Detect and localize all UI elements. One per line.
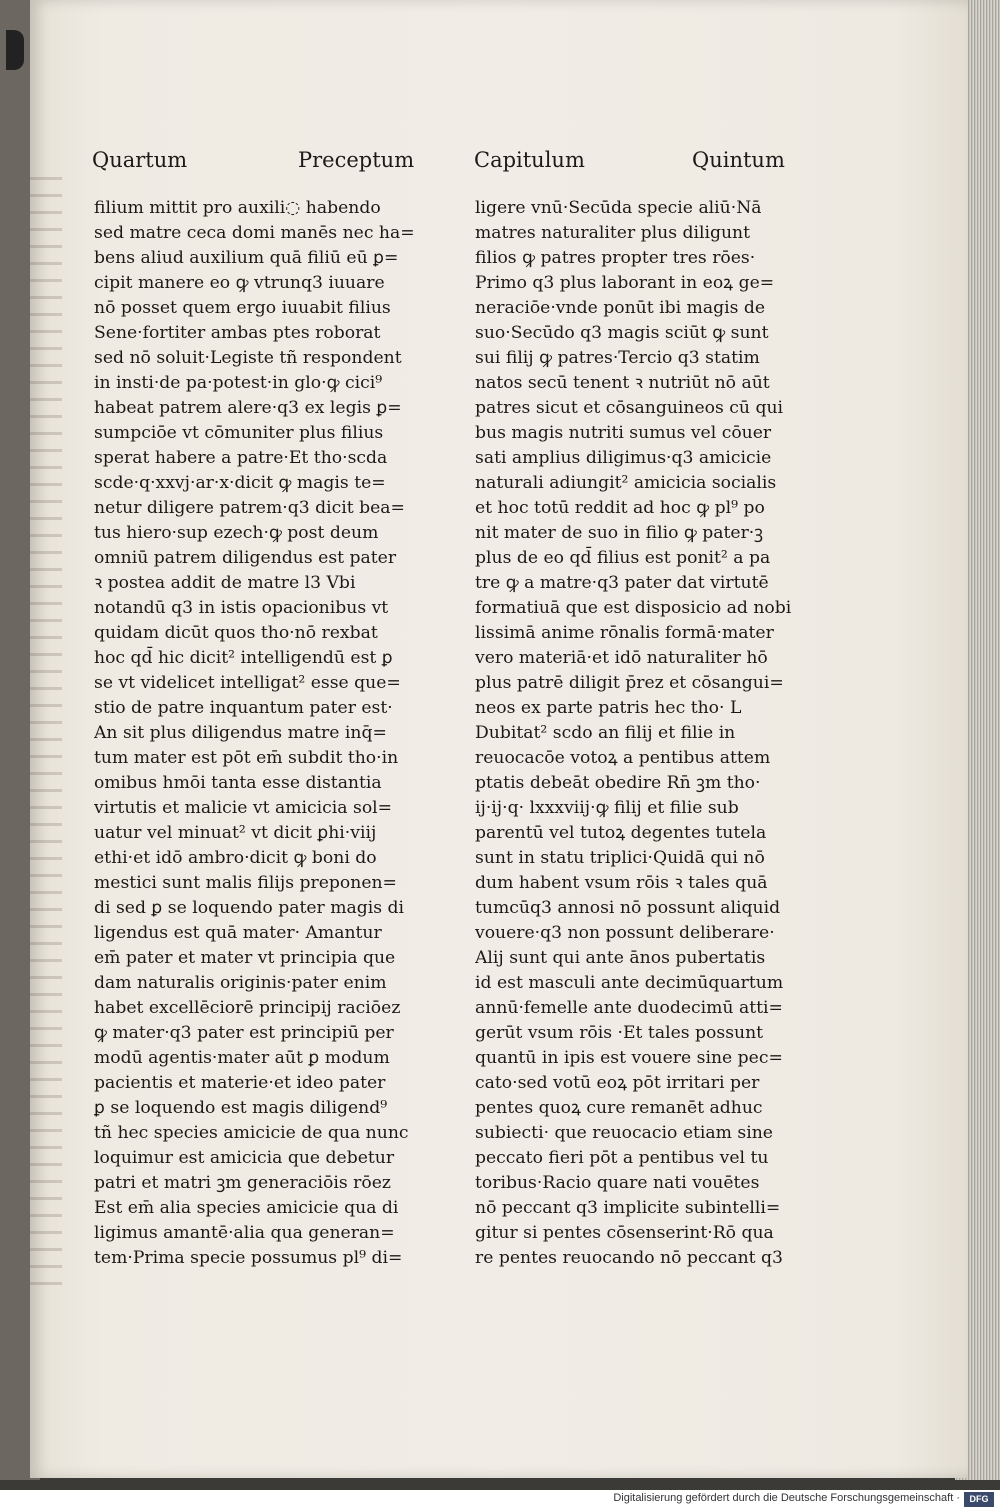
text-line: nō peccant q3 implicite subintelli= [475,1198,781,1218]
text-line: sati amplius diligimus·q3 amicicie [475,448,772,468]
text-line: An sit plus diligendus matre inq̄= [94,723,387,743]
text-line: ptatis debeāt obedire Rn̄ ꝫm tho· [475,773,761,793]
header-preceptum: Preceptum [298,148,415,172]
text-line: re pentes reuocando nō peccant q3 [475,1248,783,1268]
text-line: tumcūq3 annosi nō possunt aliquid [475,898,781,918]
text-line: se vt videlicet intelligat² esse que= [94,673,401,693]
text-line: naturali adiungit² amicicia socialis [475,473,777,493]
text-line: lissimā anime rōnalis formā·mater [475,623,774,643]
text-line: uatur vel minuat² vt dicit ꝑhi·viij [94,823,377,843]
text-line: bens aliud auxilium quā filiū eū ꝑ= [94,248,399,268]
text-line: tem·Prima specie possumus pl⁹ di= [94,1248,403,1268]
text-line: habeat patrem alere·q3 ex legis ꝑ= [94,398,402,418]
text-line: scde·q·xxvj·ar·x·dicit ꝙ magis te= [94,473,386,493]
text-line: dam naturalis originis·pater enim [94,973,387,993]
text-line: pentes quoꝝ cure remanēt adhuc [475,1098,763,1118]
text-line: sumpciōe vt cōmuniter plus filius [94,423,384,443]
text-line: loquimur est amicicia que debetur [94,1148,395,1168]
text-line: ij·ij·q· lxxxviij·ꝙ filij et filie sub [475,798,739,818]
text-line: ethi·et idō ambro·dicit ꝙ boni do [94,848,377,868]
text-line: netur diligere patrem·q3 dicit bea= [94,498,405,518]
text-line: subiecti· que reuocacio etiam sine [475,1123,773,1143]
text-line: plus patrē diligit p̄rez et cōsangui= [475,673,784,693]
text-line: habet excellēciorē principij raciōez [94,998,401,1018]
text-line: quidam dicūt quos tho·nō rexbat [94,623,378,643]
text-line: sui filij ꝙ patres·Tercio q3 statim [475,348,760,368]
text-line: ꝑ se loquendo est magis diligend⁹ [94,1098,388,1118]
footer-bar [0,1490,1000,1510]
text-line: ligere vnū·Secūda specie aliū·Nā [475,198,762,218]
text-line: parentū vel tutoꝝ degentes tutela [475,823,767,843]
text-line: Sene·fortiter ambas ptes roborat [94,323,381,343]
text-line: dum habent vsum rōis ꝛ tales quā [475,873,768,893]
text-line: Primo q3 plus laborant in eoꝝ ge= [475,273,775,293]
text-line: toribus·Racio quare nati vouētes [475,1173,760,1193]
text-line: neraciōe·vnde ponūt ibi magis de [475,298,766,318]
text-line: vero materiā·et idō naturaliter hō [475,648,768,668]
text-line: sperat habere a patre·Et tho·scda [94,448,388,468]
text-line: reuocacōe votoꝝ a pentibus attem [475,748,771,768]
text-line: annū·femelle ante duodecimū atti= [475,998,783,1018]
text-line: et hoc totū reddit ad hoc ꝙ pl⁹ po [475,498,765,518]
text-line: em̄ pater et mater vt principia que [94,948,396,968]
header-capitulum: Capitulum [474,148,585,172]
text-line: matres naturaliter plus diligunt [475,223,751,243]
text-line: cato·sed votū eoꝝ pōt irritari per [475,1073,760,1093]
text-line: stio de patre inquantum pater est· [94,698,393,718]
text-line: filium mittit pro auxili◌ habendo [94,198,381,218]
text-line: peccato fieri pōt a pentibus vel tu [475,1148,769,1168]
text-line: tñ hec species amicicie de qua nunc [94,1123,409,1143]
text-line: ligimus amantē·alia qua generan= [94,1223,395,1243]
text-line: ꝙ mater·q3 pater est principiū per [94,1023,394,1043]
right-text-column [475,196,793,1271]
text-line: bus magis nutriti sumus vel cōuer [475,423,772,443]
text-line: cipit manere eo ꝙ vtrunq3 iuuare [94,273,385,293]
text-line: mestici sunt malis filijs preponen= [94,873,397,893]
text-line: omibus hmōi tanta esse distantia [94,773,382,793]
previous-page-margin [30,175,62,1285]
text-line: ligendus est quā mater· Amantur [94,923,382,943]
text-line: gerūt vsum rōis ·Et tales possunt [475,1023,764,1043]
text-line: di sed ꝑ se loquendo pater magis di [94,898,405,918]
text-line: Dubitat² scdo an filij et filie in [475,723,736,743]
text-line: patri et matri ꝫm generaciōis rōez [94,1173,391,1193]
text-line: virtutis et malicie vt amicicia sol= [94,798,393,818]
text-line: nit mater de suo in filio ꝙ pater·ꝫ [475,523,764,543]
text-line: in insti·de pa·potest·in glo·ꝙ cici⁹ [94,373,383,393]
text-line: quantū in ipis est vouere sine pec= [475,1048,783,1068]
text-line: sed matre ceca domi manēs nec ha= [94,223,415,243]
text-line: Alij sunt qui ante ānos pubertatis [475,948,766,968]
text-line: plus de eo qd̄ filius est ponit² a pa [475,548,771,568]
left-text-column [94,196,420,1271]
text-line: hoc qd̄ hic dicit² intelligendū est ꝑ [94,648,393,668]
text-line: Est em̄ alia species amicicie qua di [94,1198,399,1218]
text-line: omniū patrem diligendus est pater [94,548,397,568]
text-line: natos secū tenent ꝛ nutriūt nō aūt [475,373,770,393]
text-line: pacientis et materie·et ideo pater [94,1073,386,1093]
text-line: nō posset quem ergo iuuabit filius [94,298,391,318]
text-line: tus hiero·sup ezech·ꝙ post deum [94,523,379,543]
text-line: gitur si pentes cōsenserint·Rō qua [475,1223,774,1243]
dfg-logo: DFG [964,1492,994,1507]
text-line: suo·Secūdo q3 magis sciūt ꝙ sunt [475,323,769,343]
text-line: tre ꝙ a matre·q3 pater dat virtutē [475,573,769,593]
text-line: modū agentis·mater aūt ꝑ modum [94,1048,390,1068]
text-line: ꝛ postea addit de matre l3 Vbi [94,573,356,593]
text-line: notandū q3 in istis opacionibus vt [94,598,389,618]
text-line: tum mater est pōt em̄ subdit tho·in [94,748,399,768]
text-line: neos ex parte patris hec tho· L [475,698,742,718]
text-line: formatiuā que est disposicio ad nobi [475,598,792,618]
header-quintum: Quintum [692,148,785,172]
text-line: filios ꝙ patres propter tres rōes· [475,248,756,268]
text-line: vouere·q3 non possunt deliberare· [475,923,775,943]
text-line: id est masculi ante decimūquartum [475,973,784,993]
text-line: sed nō soluit·Legiste tñ respondent [94,348,402,368]
header-quartum: Quartum [92,148,188,172]
text-line: patres sicut et cōsanguineos cū qui [475,398,784,418]
funding-credit: Digitalisierung gefördert durch die Deutsche Forschungsgemeinschaft · [613,1492,960,1504]
text-line: sunt in statu triplici·Quidā qui nō [475,848,765,868]
